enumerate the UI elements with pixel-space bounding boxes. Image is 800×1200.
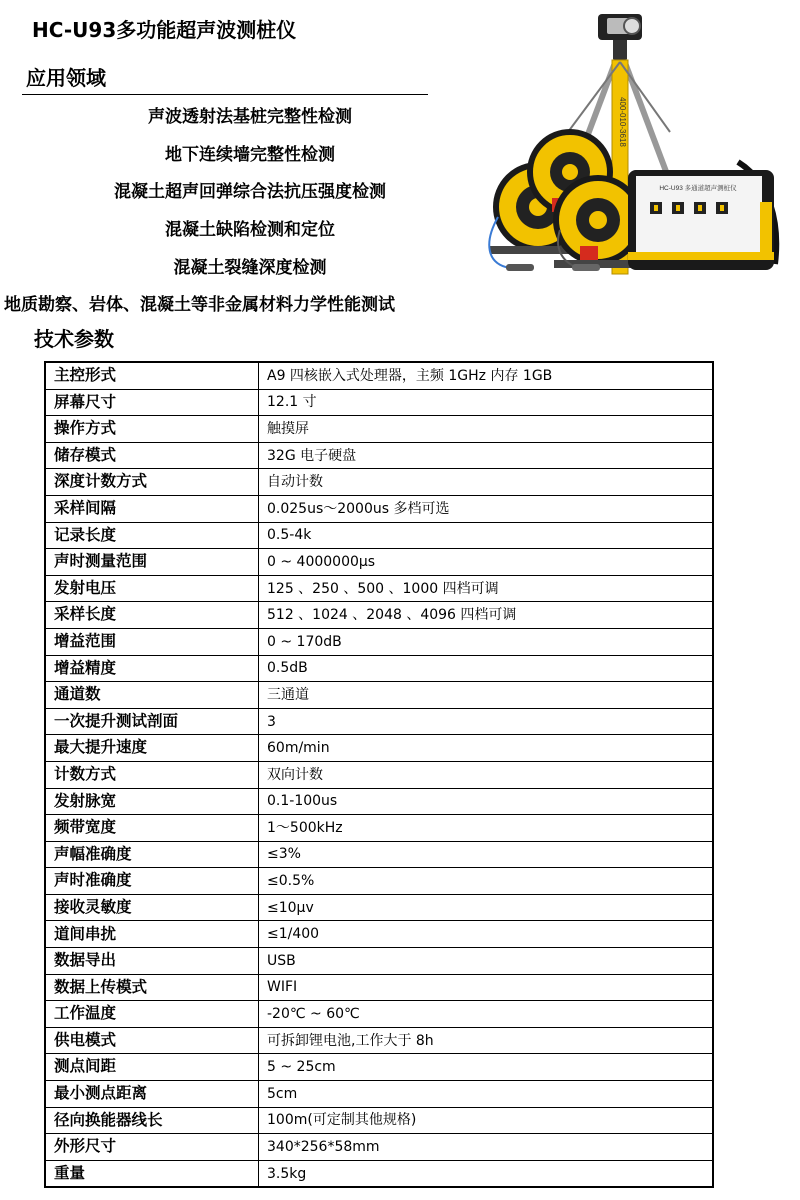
application-item: 地下连续墙完整性检测: [165, 145, 335, 165]
svg-text:400-010-3618: 400-010-3618: [618, 97, 627, 147]
spec-value: 0 ~ 4000000μs: [259, 549, 714, 576]
page-title: HC-U93多功能超声波测桩仪: [32, 18, 297, 42]
spec-label: 工作温度: [45, 1001, 259, 1028]
spec-value: 3: [259, 708, 714, 735]
spec-label: 最小测点距离: [45, 1081, 259, 1108]
spec-value: 0.5-4k: [259, 522, 714, 549]
spec-value: 32G 电子硬盘: [259, 442, 714, 469]
spec-row: [45, 682, 713, 709]
spec-row: [45, 894, 713, 921]
spec-row: [45, 815, 713, 842]
spec-row: [45, 495, 713, 522]
spec-value: 12.1 寸: [259, 389, 714, 416]
spec-label: 频带宽度: [45, 815, 259, 842]
spec-value: -20℃ ~ 60℃: [259, 1001, 714, 1028]
spec-value: 3.5kg: [259, 1160, 714, 1187]
spec-value: A9 四核嵌入式处理器，主频 1GHz 内存 1GB: [259, 362, 714, 389]
spec-row: [45, 788, 713, 815]
spec-label: 主控形式: [45, 362, 259, 389]
spec-row: [45, 469, 713, 496]
spec-value: ≤1/400: [259, 921, 714, 948]
spec-value: 自动计数: [259, 469, 714, 496]
spec-label: 增益精度: [45, 655, 259, 682]
heading-divider: [22, 94, 428, 95]
spec-row: [45, 1081, 713, 1108]
spec-label: 操作方式: [45, 416, 259, 443]
spec-label: 记录长度: [45, 522, 259, 549]
spec-value: 5 ~ 25cm: [259, 1054, 714, 1081]
spec-value: USB: [259, 948, 714, 975]
spec-row: [45, 655, 713, 682]
spec-value: WIFI: [259, 974, 714, 1001]
spec-row: [45, 921, 713, 948]
spec-row: [45, 868, 713, 895]
spec-value: 三通道: [259, 682, 714, 709]
spec-label: 发射脉宽: [45, 788, 259, 815]
application-item: 混凝土缺陷检测和定位: [165, 220, 335, 240]
spec-value: ≤3%: [259, 841, 714, 868]
spec-value: 5cm: [259, 1081, 714, 1108]
spec-row: [45, 1160, 713, 1187]
spec-label: 深度计数方式: [45, 469, 259, 496]
spec-row: [45, 575, 713, 602]
spec-label: 增益范围: [45, 628, 259, 655]
spec-label: 数据上传模式: [45, 974, 259, 1001]
spec-value: 0.025us～2000us 多档可选: [259, 495, 714, 522]
spec-row: [45, 442, 713, 469]
specs-heading: 技术参数: [34, 327, 114, 351]
spec-row: [45, 602, 713, 629]
spec-label: 一次提升测试剖面: [45, 708, 259, 735]
application-item: 地质勘察、岩体、混凝土等非金属材料力学性能测试: [4, 295, 395, 315]
spec-value: 0.1-100us: [259, 788, 714, 815]
spec-label: 供电模式: [45, 1027, 259, 1054]
spec-row: [45, 761, 713, 788]
spec-value: 1～500kHz: [259, 815, 714, 842]
spec-value: 512 、1024 、2048 、4096 四档可调: [259, 602, 714, 629]
spec-label: 声时准确度: [45, 868, 259, 895]
spec-label: 重量: [45, 1160, 259, 1187]
spec-label: 径向换能器线长: [45, 1107, 259, 1134]
spec-label: 最大提升速度: [45, 735, 259, 762]
host-device: [628, 162, 776, 270]
spec-row: [45, 628, 713, 655]
spec-label: 声幅准确度: [45, 841, 259, 868]
spec-value: 125 、250 、500 、1000 四档可调: [259, 575, 714, 602]
spec-row: [45, 841, 713, 868]
spec-row: [45, 389, 713, 416]
spec-row: [45, 735, 713, 762]
spec-row: [45, 1027, 713, 1054]
spec-value: 100m(可定制其他规格): [259, 1107, 714, 1134]
spec-label: 屏幕尺寸: [45, 389, 259, 416]
spec-row: [45, 708, 713, 735]
applications-heading: 应用领域: [26, 66, 106, 90]
spec-row: [45, 1134, 713, 1161]
spec-label: 接收灵敏度: [45, 894, 259, 921]
spec-row: [45, 522, 713, 549]
spec-row: [45, 1107, 713, 1134]
spec-value: 340*256*58mm: [259, 1134, 714, 1161]
spec-value: 可拆卸锂电池,工作大于 8h: [259, 1027, 714, 1054]
spec-row: [45, 416, 713, 443]
spec-row: [45, 1001, 713, 1028]
spec-row: [45, 1054, 713, 1081]
application-item: 混凝土超声回弹综合法抗压强度检测: [114, 182, 386, 202]
spec-label: 道间串扰: [45, 921, 259, 948]
spec-label: 采样长度: [45, 602, 259, 629]
spec-row: [45, 948, 713, 975]
spec-label: 储存模式: [45, 442, 259, 469]
spec-row: [45, 974, 713, 1001]
spec-table: [44, 361, 714, 1188]
spec-value: 0 ~ 170dB: [259, 628, 714, 655]
spec-value: ≤0.5%: [259, 868, 714, 895]
spec-label: 计数方式: [45, 761, 259, 788]
spec-row: [45, 362, 713, 389]
spec-value: 60m/min: [259, 735, 714, 762]
spec-value: ≤10μv: [259, 894, 714, 921]
spec-value: 0.5dB: [259, 655, 714, 682]
spec-label: 测点间距: [45, 1054, 259, 1081]
svg-text:HC-U93 多通道超声测桩仪: HC-U93 多通道超声测桩仪: [659, 185, 737, 192]
spec-value: 触摸屏: [259, 416, 714, 443]
spec-label: 数据导出: [45, 948, 259, 975]
spec-value: 双向计数: [259, 761, 714, 788]
product-image: [470, 2, 800, 292]
application-item: 混凝土裂缝深度检测: [173, 258, 327, 278]
spec-label: 发射电压: [45, 575, 259, 602]
spec-label: 通道数: [45, 682, 259, 709]
spec-label: 声时测量范围: [45, 549, 259, 576]
spec-label: 采样间隔: [45, 495, 259, 522]
application-item: 声波透射法基桩完整性检测: [148, 107, 352, 127]
spec-label: 外形尺寸: [45, 1134, 259, 1161]
spec-row: [45, 549, 713, 576]
